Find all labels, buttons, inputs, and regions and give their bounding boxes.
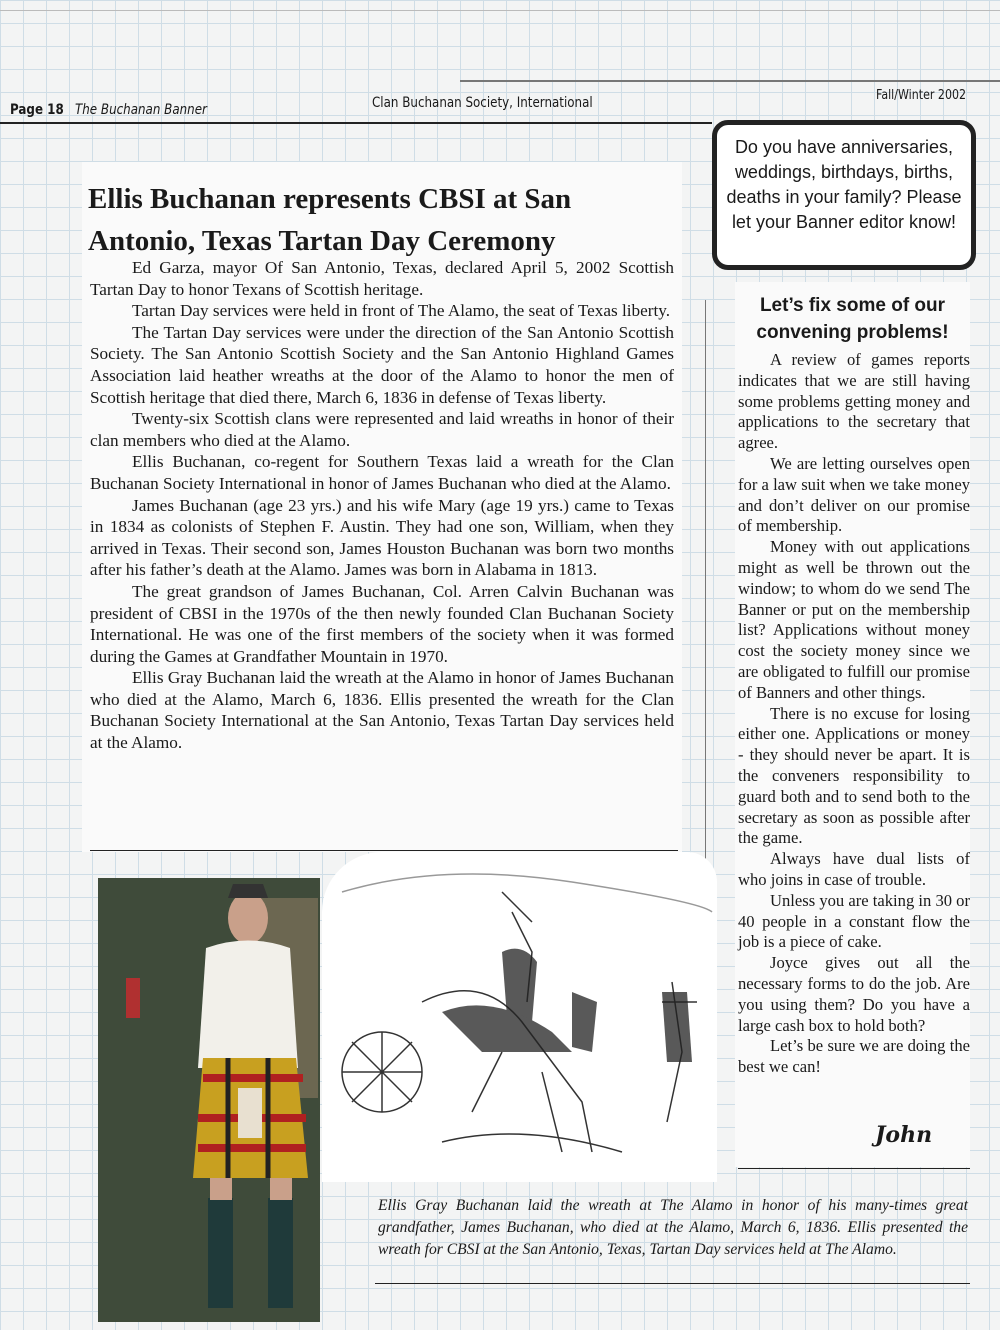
article-paragraph: James Buchanan (age 23 yrs.) and his wife Mary (age 19 yrs.) came to Texas in 1834 as colonists of Stephen F. Austin. They had one son, William, when they arrived in Texas. Their second son, James Houston Buchanan was born two months after his father’s death at the Alamo. James was born in Alabama in 1813. xyxy=(90,495,674,580)
signature: John xyxy=(875,1122,933,1148)
photo-ellis-buchanan xyxy=(98,878,320,1322)
article-paragraph: Ellis Gray Buchanan laid the wreath at the Alamo in honor of James Buchanan who died at the Alamo, March 6, 1836. Ellis presented the wreath for the Clan Buchanan Society International at the San Antonio, Texas Tartan Day services held at the Alamo. xyxy=(90,668,674,753)
notice-box xyxy=(712,120,976,270)
sidebar-paragraph: There is no excuse for losing either one. Applications or money - they should never be apart. It is the conveners responsibility to guard both and to send both to the secretary as soon as possible after the game. xyxy=(738,703,970,848)
alamo-battle-engraving xyxy=(322,852,717,1182)
article-paragraph: Ed Garza, mayor Of San Antonio, Texas, declared April 5, 2002 Scottish Tartan Day to honor Texans of Scottish heritage. xyxy=(90,258,674,299)
page-number: Page 18 xyxy=(10,102,64,118)
sidebar-paragraph: Let’s be sure we are doing the best we can! xyxy=(738,1036,970,1077)
sidebar-paragraph: We are letting ourselves open for a law suit when we take money and don’t deliver on our promise of membership. xyxy=(738,453,970,536)
sidebar-body xyxy=(738,350,970,1078)
publication-name: The Buchanan Banner xyxy=(75,102,207,118)
sidebar-bottom-rule xyxy=(738,1168,970,1169)
article-title: Ellis Buchanan represents CBSI at San Antonio, Texas Tartan Day Ceremony xyxy=(88,183,572,257)
sidebar-paragraph: A review of games reports indicates that we are still having some problems getting money and applications to the secretary that agree. xyxy=(738,350,970,453)
page-top-edge xyxy=(0,10,1000,11)
article-bottom-rule xyxy=(90,850,678,851)
sidebar-heading: Let’s fix some of our convening problems! xyxy=(756,295,949,343)
article-paragraph: Tartan Day services were held in front of The Alamo, the seat of Texas liberty. xyxy=(132,301,671,321)
article-body xyxy=(90,257,674,754)
notice-text: Do you have anniversaries, weddings, birthdays, births, deaths in your family? Please let your Banner editor know! xyxy=(726,137,962,232)
caption-rule xyxy=(375,1283,970,1284)
article-paragraph: Twenty-six Scottish clans were represented and laid wreaths in honor of their clan members who died at the Alamo. xyxy=(90,409,674,450)
article-paragraph: The great grandson of James Buchanan, Col. Arren Calvin Buchanan was president of CBSI in the 1970s of the then newly founded Clan Buchanan Society International. He was one of the first members of the society when it was formed during the Games at Grandfather Mountain in 1970. xyxy=(90,581,674,666)
sidebar-paragraph: Money with out applications might as well be thrown out the window; to whom do we send The Banner or put on the membership list? Applications without money cost the society money since we are obligated to fulfill our promise of Banners and other things. xyxy=(738,537,970,702)
header-rule xyxy=(0,122,712,124)
sidebar-paragraph: Unless you are taking in 30 or 40 people in a constant flow the job is a piece of cake. xyxy=(738,890,971,952)
sidebar-paragraph: Always have dual lists of who joins in case of trouble. xyxy=(738,849,970,889)
issue-date: Fall/Winter 2002 xyxy=(876,88,967,103)
header-top-rule xyxy=(460,80,1000,82)
article-paragraph: Ellis Buchanan, co-regent for Southern Texas laid a wreath for the Clan Buchanan Society International in honor of James Buchanan who died at the Alamo. xyxy=(90,452,674,493)
column-divider xyxy=(705,300,706,860)
organization-name: Clan Buchanan Society, International xyxy=(372,95,593,111)
sidebar-paragraph: Joyce gives out all the necessary forms to do the job. Are you using them? Do you have a large cash box to hold both? xyxy=(738,953,970,1035)
article-paragraph: The Tartan Day services were under the direction of the San Antonio Scottish Society. The San Antonio Scottish Society and the San Antonio Highland Games Association laid heather wreaths at the door of the Alamo to honor the men of Scottish heritage that died there, March 6, 1836 in defense of Texas liberty. xyxy=(90,322,674,407)
photo-caption: Ellis Gray Buchanan laid the wreath at The Alamo in honor of his many-times great grandfather, James Buchanan, who died at the Alamo, March 6, 1836. Ellis presented the wreath for CBSI at the San Antonio, Texas, Tartan Day services held at The Alamo. xyxy=(378,1197,968,1258)
